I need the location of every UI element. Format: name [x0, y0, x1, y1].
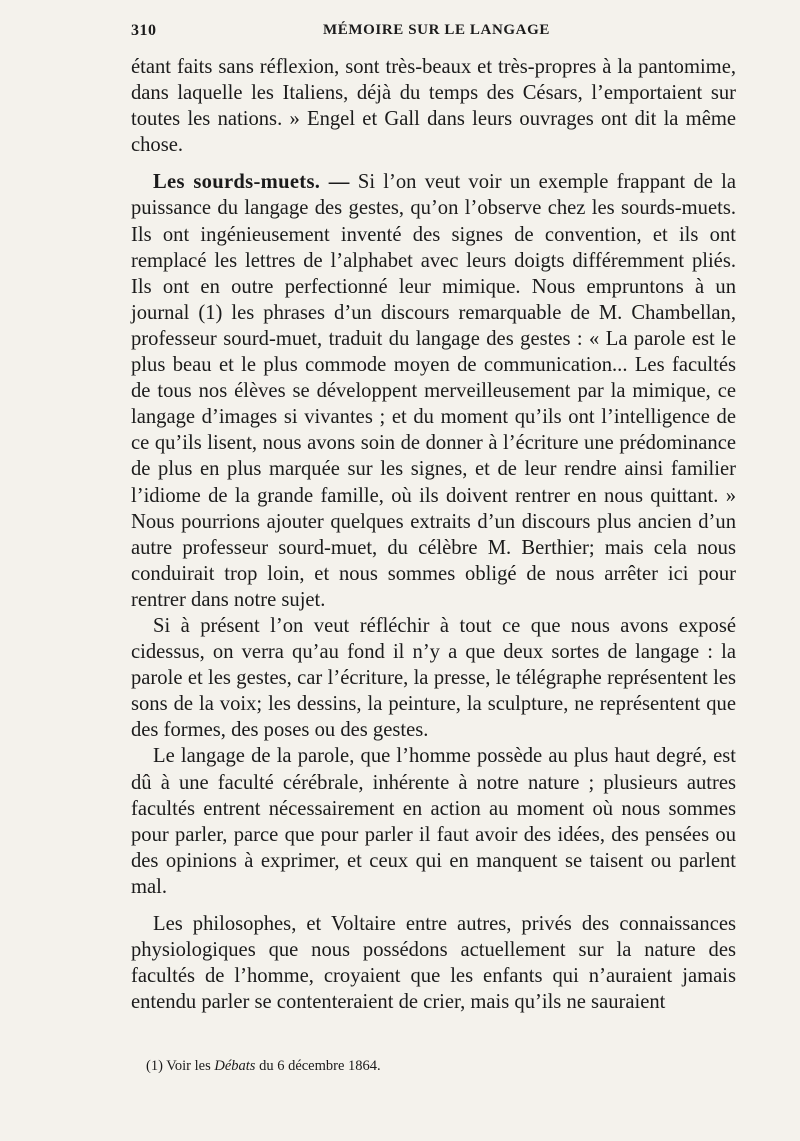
paragraph-text: Les philosophes, et Voltaire entre autres, privés des connaissances physiologiques que nous possédons actuellement sur la nature des facultés de l’homme, croyaient que les enfants qui n’auraient jamais entendu parler se contenteraient de crier, mais qu’ils ne sauraient [131, 913, 736, 1014]
footnote-source: Débats [214, 1058, 256, 1074]
running-title: MÉMOIRE SUR LE LANGAGE [323, 22, 550, 38]
body-text [131, 54, 736, 1015]
footnote [146, 1057, 706, 1075]
paragraph-speech-faculty [131, 743, 736, 900]
paragraph-continuation [131, 54, 736, 158]
paragraph-text: Si à présent l’on veut réfléchir à tout ce que nous avons exposé cidessus, on verra qu’au fond il n’y a que deux sortes de langage : la parole et les gestes, car l’écriture, la presse, le télégraphe représentent les sons de la voix; les dessins, la peinture, la sculpture, ne représentent que des formes, des poses ou des gestes. [131, 614, 736, 742]
footnote-rest: du 6 décembre 1864. [255, 1058, 381, 1074]
paragraph-two-languages [131, 613, 736, 743]
paragraph-text: étant faits sans réflexion, sont très-beaux et très-propres à la pantomime, dans laquelle les Italiens, déjà du temps des Césars, l’emportaient sur toutes les nations. » Engel et Gall dans leurs ouvrages ont dit la même chose. [131, 56, 736, 157]
page-number: 310 [131, 22, 157, 39]
paragraph-philosophers [131, 911, 736, 1015]
footnote-marker: (1) Voir les [146, 1058, 215, 1074]
paragraph-sourds-muets [131, 169, 736, 613]
paragraph-text: Si l’on veut voir un exemple frappant de la puissance du langage des gestes, qu’on l’observe chez les sourds-muets. Ils ont ingénieusement inventé des signes de convention, et ils ont remplacé les lettres de l’alphabet avec leurs doigts différemment pliés. Ils ont en outre perfectionné leur mimique. Nous empruntons à un journal (1) les phrases d’un discours remarquable de M. Chambellan, professeur sourd-muet, traduit du langage des gestes : « La parole est le plus beau et le plus commode moyen de communication... Les facultés de tous nos élèves se développent merveilleusement par la mimique, ce langage d’images si vivantes ; et du moment qu’ils ont l’intelligence de ce qu’ils lisent, nous avons soin de donner à l’écriture une prédominance de plus en plus marquée sur les signes, et de leur rendre ainsi familier l’idiome de la grande famille, où ils doivent rentrer en nous quittant. » Nous pourrions ajouter quelques extraits d’un discours plus ancien d’un autre professeur sourd-muet, du célèbre M. Berthier; mais cela nous conduirait trop loin, et nous sommes obligé de nous arrêter ici pour rentrer dans notre sujet. [131, 171, 736, 611]
paragraph-text: Le langage de la parole, que l’homme possède au plus haut degré, est dû à une faculté cérébrale, inhérente à notre nature ; plusieurs autres facultés entrent nécessairement en action au moment où nous sommes pour parler, parce que pour parler il faut avoir des idées, des pensées ou des opinions à exprimer, et ceux qui en manquent se taisent ou parlent mal. [131, 745, 736, 898]
section-heading: Les sourds-muets. — [153, 171, 350, 194]
page-header [131, 22, 736, 48]
